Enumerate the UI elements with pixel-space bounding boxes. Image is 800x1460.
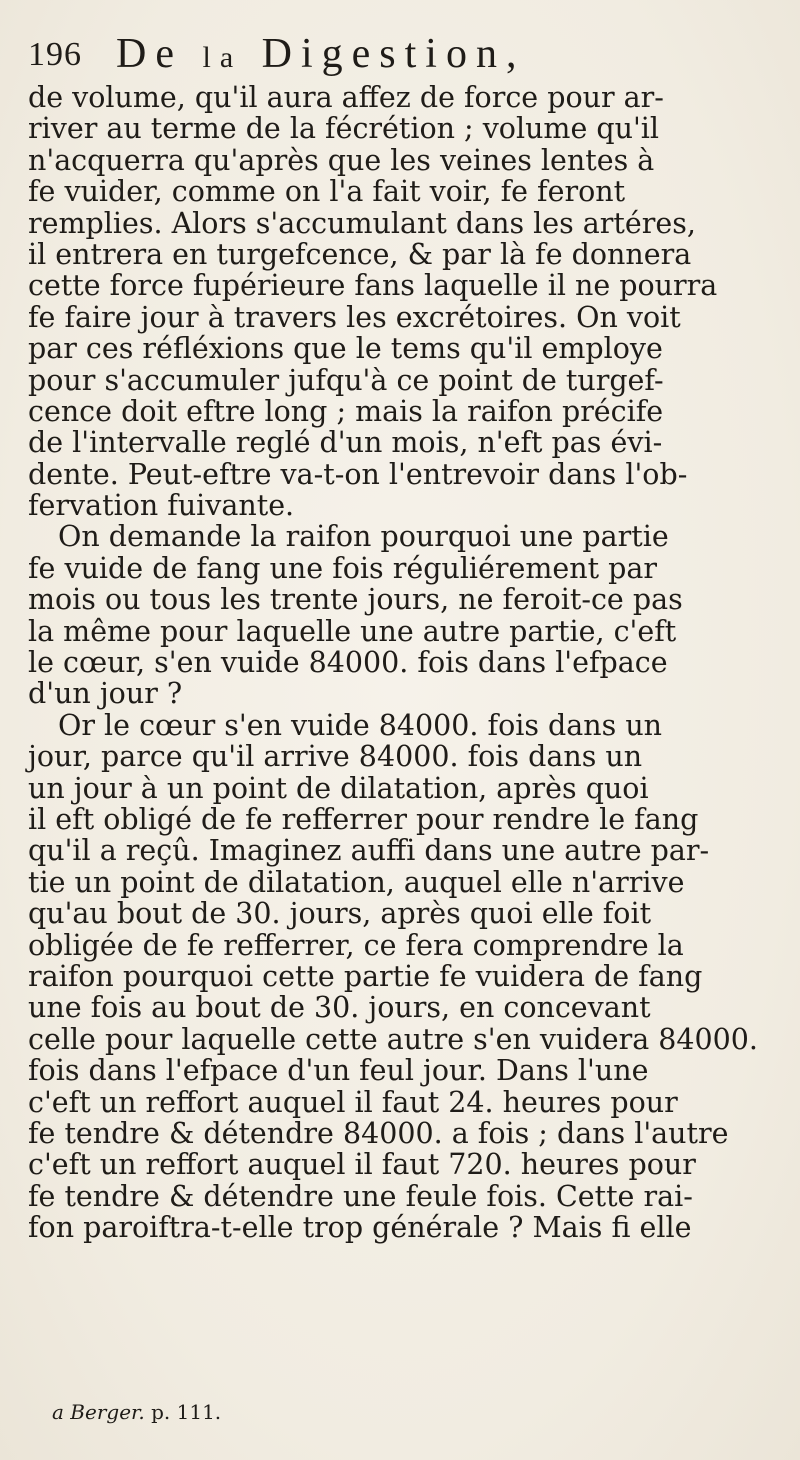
- text-line: remplies. Alors s'accumulant dans les artéres,: [28, 206, 696, 240]
- footnote-source: Berger.: [70, 1400, 145, 1424]
- text-line: une fois au bout de 30. jours, en concevant: [28, 991, 651, 1025]
- text-line: cence doit eftre long ; mais la raifon précife: [28, 394, 664, 428]
- text-line: fe tendre & détendre 84000. a fois ; dans l'autre: [28, 1116, 729, 1150]
- text-line: c'eft un reffort auquel il faut 24. heures pour: [28, 1085, 678, 1119]
- page-number: 196: [28, 36, 82, 73]
- text-line: raifon pourquoi cette partie fe vuidera de fang: [28, 959, 703, 993]
- text-line: qu'au bout de 30. jours, après quoi elle foit: [28, 897, 652, 931]
- text-line: river au terme de la fécrétion ; volume qu'il: [28, 112, 660, 146]
- text-line: de volume, qu'il aura affez de force pour ar-: [28, 81, 664, 114]
- text-line: cette force fupérieure fans laquelle il ne pourra: [28, 269, 718, 303]
- running-head-digestion: Digestion,: [261, 31, 526, 77]
- text-line: qu'il a reçû. Imaginez auffi dans une autre par-: [28, 834, 710, 868]
- text-line: fe vuider, comme on l'a fait voir, fe feront: [28, 175, 626, 209]
- text-line: pour s'accumuler jufqu'à ce point de turgef-: [28, 363, 664, 397]
- text-line: On demande la raifon pourquoi une partie: [58, 520, 669, 554]
- text-line: par ces réfléxions que le tems qu'il employe: [28, 332, 663, 366]
- text-line: fervation fuivante.: [28, 489, 295, 523]
- text-line: la même pour laquelle une autre partie, c'eft: [28, 614, 677, 648]
- text-line: de l'intervalle reglé d'un mois, n'eft pas évi-: [28, 426, 663, 460]
- text-line: fe vuide de fang une fois réguliérement par: [28, 551, 658, 585]
- text-line: mois ou tous les trente jours, ne feroit-ce pas: [28, 583, 683, 617]
- running-head-la: la: [202, 41, 243, 74]
- running-head: [116, 30, 525, 78]
- text-line: il entrera en turgefcence, & par là fe donnera: [28, 237, 692, 271]
- footnote-page: p. 111.: [151, 1400, 222, 1424]
- text-line: celle pour laquelle cette autre s'en vuidera 84000.: [28, 1022, 758, 1056]
- text-line: tie un point de dilatation, auquel elle n'arrive: [28, 865, 685, 899]
- text-line: c'eft un reffort auquel il faut 720. heures pour: [28, 1148, 696, 1182]
- text-line: fe tendre & détendre une feule fois. Cette rai-: [28, 1179, 693, 1213]
- text-line: le cœur, s'en vuide 84000. fois dans l'efpace: [28, 646, 668, 680]
- text-line: Or le cœur s'en vuide 84000. fois dans un: [58, 708, 663, 742]
- page-header: [28, 28, 772, 88]
- text-line: obligée de fe refferrer, ce fera comprendre la: [28, 928, 684, 962]
- running-head-de: De: [116, 31, 183, 77]
- body-text: [28, 82, 790, 1243]
- text-line: n'acquerra qu'après que les veines lentes à: [28, 143, 655, 177]
- text-line: fon paroiftra-t-elle trop générale ? Mais fi elle: [28, 1211, 692, 1245]
- text-line: fe faire jour à travers les excrétoires. On voit: [28, 300, 681, 334]
- text-line: fois dans l'efpace d'un feul jour. Dans l'une: [28, 1054, 649, 1088]
- footnote: [52, 1400, 221, 1424]
- text-line: jour, parce qu'il arrive 84000. fois dans un: [28, 740, 643, 774]
- text-line: d'un jour ?: [28, 677, 183, 711]
- text-line: un jour à un point de dilatation, après quoi: [28, 771, 649, 805]
- text-line: dente. Peut-eftre va-t-on l'entrevoir dans l'ob-: [28, 457, 688, 491]
- text-line: il eft obligé de fe refferrer pour rendre le fang: [28, 802, 699, 836]
- footnote-marker: a: [52, 1400, 64, 1424]
